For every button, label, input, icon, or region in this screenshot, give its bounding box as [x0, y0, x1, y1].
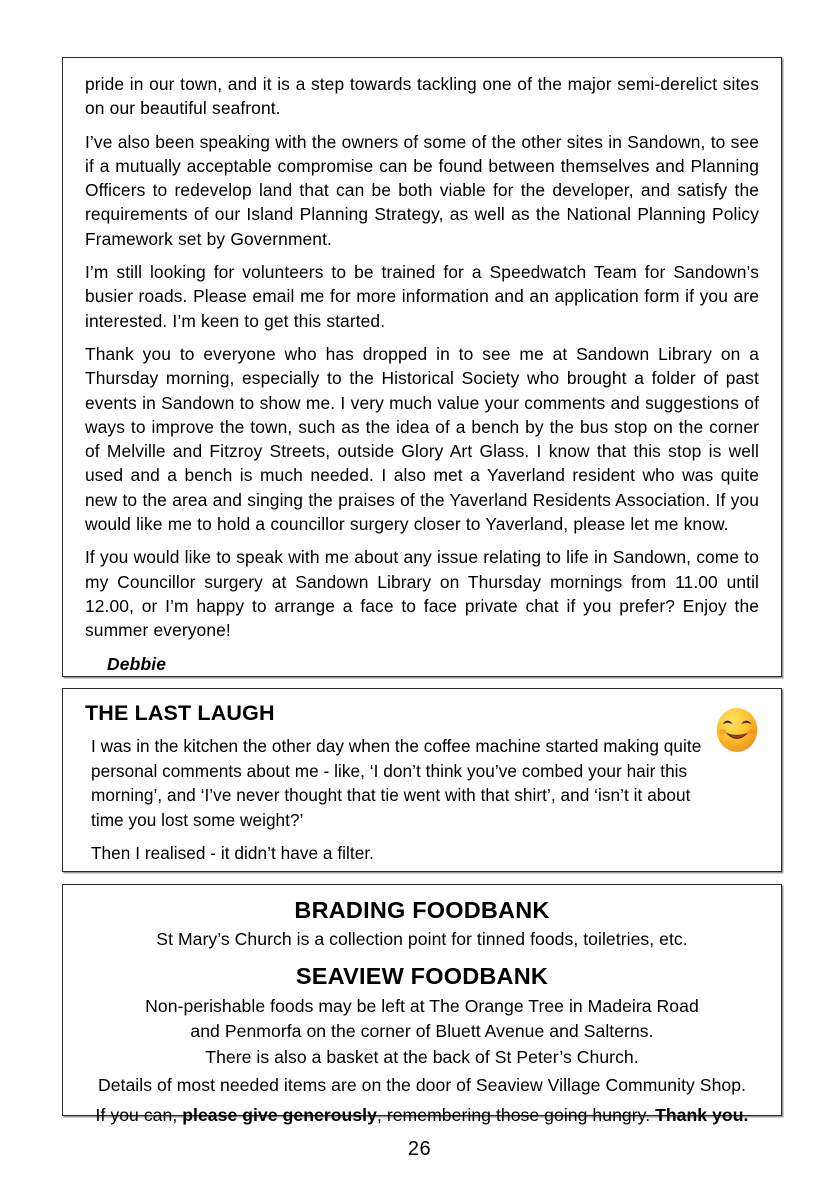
- letter-paragraph-1: pride in our town, and it is a step towards tackling one of the major semi-derelict sites on our beautiful seafront.: [85, 74, 759, 119]
- seaview-foodbank-heading: SEAVIEW FOODBANK: [295, 962, 549, 989]
- letter-paragraph-2: I’ve also been speaking with the owners of some of the other sites in Sandown, to see if a mutually acceptable compromise can be found between themselves and Planning Officers to redevelop land that can be both viable for the developer, and satisfy the requirements of our Island Planning Strategy, as well as the National Planning Policy Framework set by Government.: [85, 131, 759, 249]
- foodbank-closing-line: [77, 1103, 767, 1129]
- councillor-letter-article: [62, 57, 782, 677]
- brading-foodbank-heading: BRADING FOODBANK: [294, 897, 550, 923]
- closing-bold-give: please give generously: [182, 1104, 377, 1125]
- last-laugh-punchline: Then I realised - it didn’t have a filter.: [91, 843, 374, 864]
- page-number: 26: [407, 1138, 432, 1160]
- last-laugh-heading: THE LAST LAUGH: [85, 701, 275, 725]
- letter-paragraph-4: Thank you to everyone who has dropped in to see me at Sandown Library on a Thursday morning, especially to the Historical Society who brought a folder of past events in Sandown to show me. I very much value your comments and suggestions of ways to improve the town, such as the idea of a bench by the bus stop on the corner of Melville and Fitzroy Streets, outside Glory Art Glass. I know that this stop is well used and a bench is much needed. I also met a Yaverland resident who was quite new to the area and singing the praises of the Yaverland Residents Association. If you would like me to hold a councillor surgery closer to Yaverland, please let me know.: [85, 343, 759, 535]
- letter-signature: Debbie: [107, 653, 167, 674]
- seaview-foodbank-line-2: and Penmorfa on the corner of Bluett Avenue and Salterns.: [190, 1021, 654, 1041]
- last-laugh-joke: I was in the kitchen the other day when the coffee machine started making quite personal comments about me - like, ‘I don’t think you’ve combed your hair this morning’, and ‘I’ve never thought that tie went with that shirt’, and ‘isn’t it about time you lost some weight?’: [91, 736, 702, 830]
- closing-middle: , remembering those going hungry.: [376, 1104, 656, 1125]
- seaview-foodbank-line-1: Non-perishable foods may be left at The Orange Tree in Madeira Road: [145, 995, 699, 1016]
- last-laugh-article: [62, 688, 782, 872]
- letter-paragraph-5: If you would like to speak with me about any issue relating to life in Sandown, come to my Councillor surgery at Sandown Library on Thursday mornings from 11.00 until 12.00, or I’m happy to arrange a face to face private chat if you prefer? Enjoy the summer everyone!: [85, 547, 759, 641]
- brading-foodbank-line: St Mary’s Church is a collection point for tinned foods, toiletries, etc.: [156, 929, 688, 949]
- last-laugh-body: [85, 734, 759, 866]
- seaview-foodbank-line-4: Details of most needed items are on the door of Seaview Village Community Shop.: [97, 1075, 747, 1095]
- seaview-foodbank-line-3: There is also a basket at the back of St Peter’s Church.: [205, 1046, 639, 1067]
- foodbank-article: [62, 884, 782, 1125]
- closing-prefix: If you can,: [95, 1104, 183, 1125]
- letter-paragraph-3: I’m still looking for volunteers to be trained for a Speedwatch Team for Sandown’s busier roads. Please email me for more information and an application form if you are interested. I’m keen to get this started.: [85, 262, 759, 331]
- closing-bold-thanks: Thank you.: [655, 1104, 749, 1125]
